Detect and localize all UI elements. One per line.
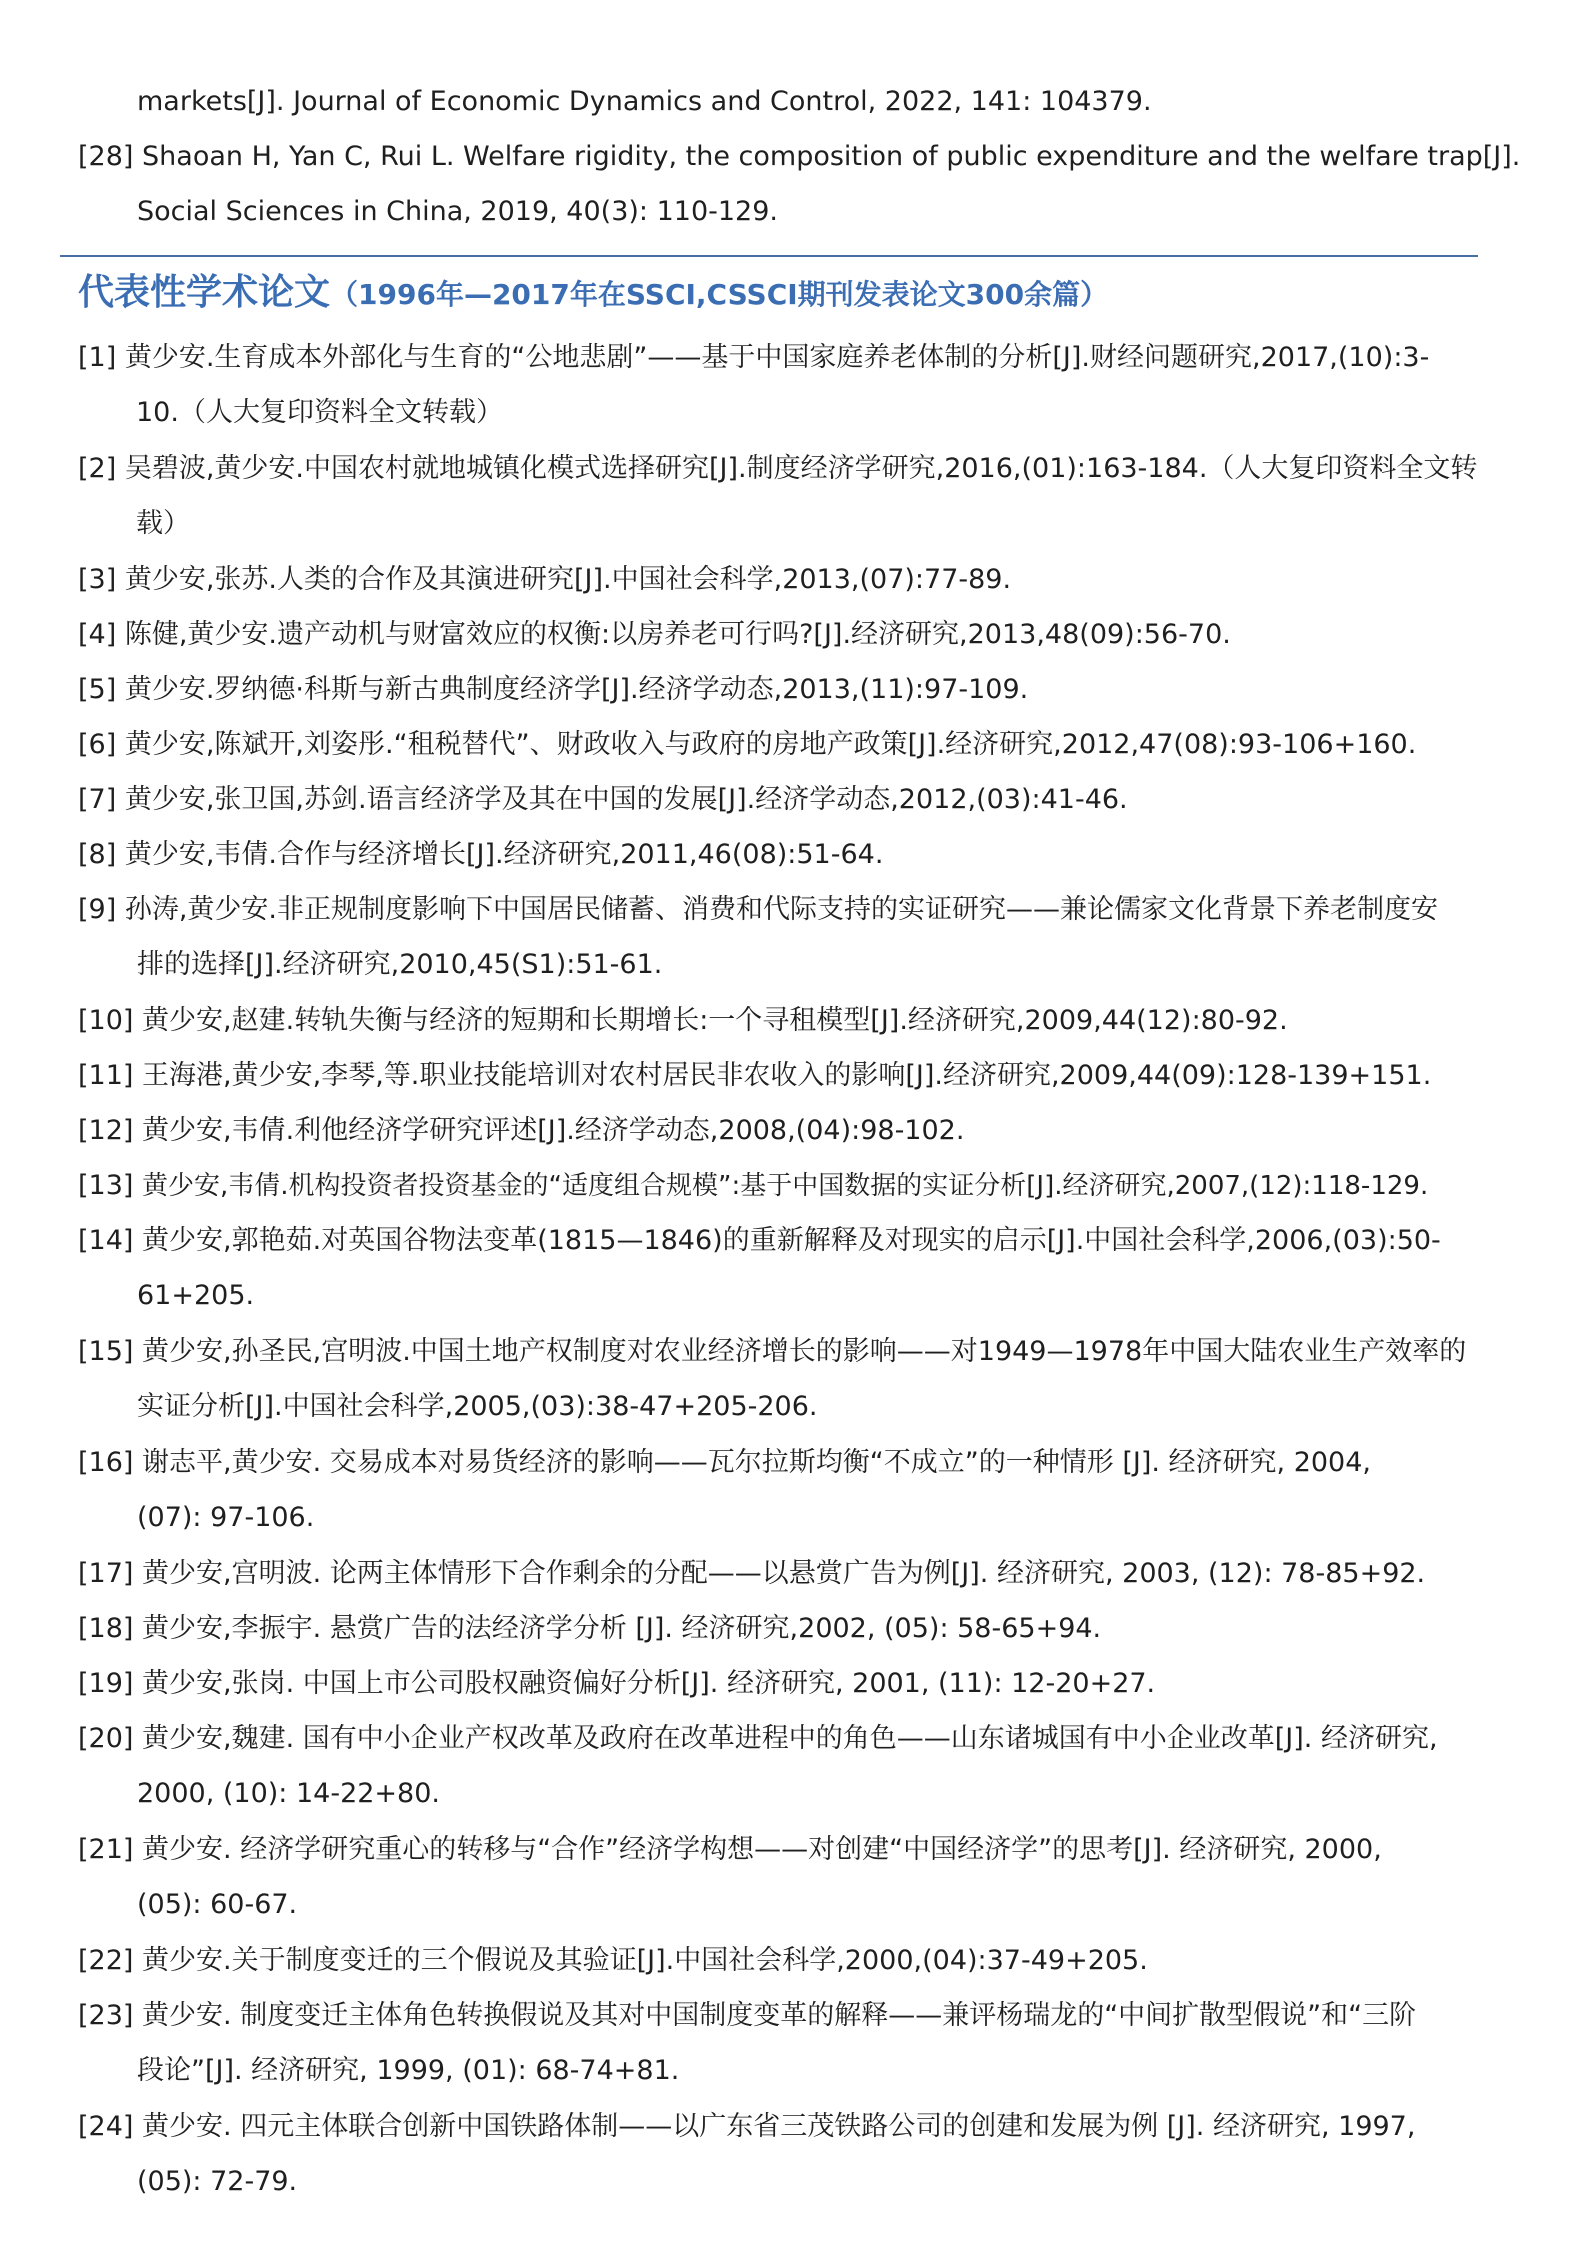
paper-number: [14] [78,1225,134,1256]
paper-number: [9] [78,894,117,925]
paper-number: [17] [78,1558,134,1589]
reference-continuation [78,74,1528,129]
paper-number: [8] [78,839,117,870]
paper-line-continued: 排的选择[J].经济研究,2010,45(S1):51-61. [137,949,663,980]
paper-line: 吴碧波,黄少安.中国农村就地城镇化模式选择研究[J].制度经济学研究,2016,(01):163-184.（人大复印资料全文转 [124,453,1478,484]
paper-line: 黄少安,张岗. 中国上市公司股权融资偏好分析[J]. 经济研究, 2001, (11): 12-20+27. [142,1668,1156,1699]
paper-item [78,1822,1528,1932]
reference-number: [28] [78,141,134,172]
paper-number: [15] [78,1336,134,1367]
paper-number: [19] [78,1668,134,1699]
paper-number: [10] [78,1005,134,1036]
paper-line-continued: 段论”[J]. 经济研究, 1999, (01): 68-74+81. [137,2055,680,2086]
paper-line: 黄少安,韦倩.利他经济学研究评述[J].经济学动态,2008,(04):98-102. [142,1115,965,1146]
paper-line-continued: (05): 60-67. [137,1889,298,1920]
paper-line-continued: 实证分析[J].中国社会科学,2005,(03):38-47+205-206. [137,1391,818,1422]
paper-line: 王海港,黄少安,李琴,等.职业技能培训对农村居民非农收入的影响[J].经济研究,2009,44(09):128-139+151. [142,1060,1432,1091]
paper-number: [20] [78,1723,134,1754]
paper-number: [23] [78,2000,134,2031]
paper-line: 黄少安. 经济学研究重心的转移与“合作”经济学构想——对创建“中国经济学”的思考[J]. 经济研究, 2000, [142,1834,1382,1865]
paper-line: 陈健,黄少安.遗产动机与财富效应的权衡:以房养老可行吗?[J].经济研究,2013,48(09):56-70. [124,619,1231,650]
paper-item [78,1324,1528,1434]
paper-line: 黄少安,张卫国,苏剑.语言经济学及其在中国的发展[J].经济学动态,2012,(03):41-46. [124,784,1128,815]
paper-item [78,1656,1528,1711]
paper-line: 黄少安,魏建. 国有中小企业产权改革及政府在改革进程中的角色——山东诸城国有中小企业改革[J]. 经济研究, [142,1723,1438,1754]
paper-line: 黄少安,陈斌开,刘姿彤.“租税替代”、财政收入与政府的房地产政策[J].经济研究,2012,47(08):93-106+160. [124,729,1417,760]
paper-number: [4] [78,619,117,650]
reference-item [78,129,1528,239]
paper-item [78,441,1528,551]
paper-item [78,993,1528,1048]
paper-item [78,330,1528,440]
paper-number: [3] [78,564,117,595]
paper-line-continued: (05): 72-79. [137,2166,298,2197]
paper-number: [2] [78,453,117,484]
paper-number: [18] [78,1613,134,1644]
paper-line: 黄少安. 四元主体联合创新中国铁路体制——以广东省三茂铁路公司的创建和发展为例 [J]. 经济研究, 1997, [142,2111,1416,2142]
paper-item [78,1601,1528,1656]
paper-number: [24] [78,2111,134,2142]
paper-item [78,1213,1528,1323]
paper-item [78,772,1528,827]
paper-line-continued: 载） [136,508,190,539]
paper-item [78,717,1528,772]
paper-item [78,827,1528,882]
paper-line-continued: 10.（人大复印资料全文转载） [136,397,503,428]
paper-number: [12] [78,1115,134,1146]
paper-item [78,552,1528,607]
paper-item [78,882,1528,992]
section-heading [78,262,1108,330]
paper-line: 孙涛,黄少安.非正规制度影响下中国居民储蓄、消费和代际支持的实证研究——兼论儒家文化背景下养老制度安 [124,894,1439,925]
paper-item [78,1546,1528,1601]
paper-number: [22] [78,1945,134,1976]
paper-item [78,1103,1528,1158]
section-title: 代表性学术论文 [78,272,331,313]
paper-line: 黄少安,赵建.转轨失衡与经济的短期和长期增长:一个寻租模型[J].经济研究,2009,44(12):80-92. [142,1005,1288,1036]
paper-line: 黄少安,宫明波. 论两主体情形下合作剩余的分配——以悬赏广告为例[J]. 经济研究, 2003, (12): 78-85+92. [142,1558,1426,1589]
paper-item [78,662,1528,717]
section-divider [60,255,1478,257]
paper-line: 黄少安,李振宇. 悬赏广告的法经济学分析 [J]. 经济研究,2002, (05): 58-65+94. [142,1613,1102,1644]
paper-line-continued: 2000, (10): 14-22+80. [137,1778,440,1809]
paper-item [78,1933,1528,1988]
paper-line: 黄少安,孙圣民,宫明波.中国土地产权制度对农业经济增长的影响——对1949—1978年中国大陆农业生产效率的 [142,1336,1467,1367]
paper-item [78,1048,1528,1103]
reference-line: markets[J]. Journal of Economic Dynamics and Control, 2022, 141: 104379. [137,86,1152,117]
reference-line: Shaoan H, Yan C, Rui L. Welfare rigidity, the composition of public expenditure and the welfare trap[J]. [142,141,1521,172]
reference-line-continued: Social Sciences in China, 2019, 40(3): 110-129. [137,196,778,227]
paper-number: [1] [78,342,117,373]
paper-item [78,1435,1528,1545]
paper-line: 谢志平,黄少安. 交易成本对易货经济的影响——瓦尔拉斯均衡“不成立”的一种情形 [J]. 经济研究, 2004, [142,1447,1371,1478]
paper-line: 黄少安.关于制度变迁的三个假说及其验证[J].中国社会科学,2000,(04):37-49+205. [142,1945,1148,1976]
paper-line: 黄少安,韦倩.机构投资者投资基金的“适度组合规模”:基于中国数据的实证分析[J].经济研究,2007,(12):118-129. [142,1171,1429,1201]
paper-item [78,1988,1528,2098]
paper-line: 黄少安.罗纳德·科斯与新古典制度经济学[J].经济学动态,2013,(11):97-109. [124,674,1029,705]
paper-item [78,607,1528,662]
paper-item [78,2099,1528,2209]
paper-number: [21] [78,1834,134,1865]
paper-line: 黄少安.生育成本外部化与生育的“公地悲剧”——基于中国家庭养老体制的分析[J].财经问题研究,2017,(10):3- [124,342,1430,373]
paper-item [78,1711,1528,1821]
paper-line: 黄少安,张苏.人类的合作及其演进研究[J].中国社会科学,2013,(07):77-89. [124,564,1012,595]
paper-number: [7] [78,784,117,815]
paper-line-continued: 61+205. [137,1280,255,1311]
section-subtitle: （1996年—2017年在SSCI,CSSCI期刊发表论文300余篇） [330,278,1109,311]
paper-line: 黄少安. 制度变迁主体角色转换假说及其对中国制度变革的解释——兼评杨瑞龙的“中间扩散型假说”和“三阶 [142,2000,1417,2031]
paper-number: [5] [78,674,117,705]
paper-number: [13] [78,1170,134,1201]
paper-number: [16] [78,1447,134,1478]
paper-line: 黄少安,郭艳茹.对英国谷物法变革(1815—1846)的重新解释及对现实的启示[J].中国社会科学,2006,(03):50- [142,1225,1441,1256]
paper-item [78,1158,1528,1214]
paper-number: [6] [78,729,117,760]
paper-line-continued: (07): 97-106. [137,1502,315,1533]
paper-line: 黄少安,韦倩.合作与经济增长[J].经济研究,2011,46(08):51-64. [124,839,884,870]
paper-number: [11] [78,1060,134,1091]
